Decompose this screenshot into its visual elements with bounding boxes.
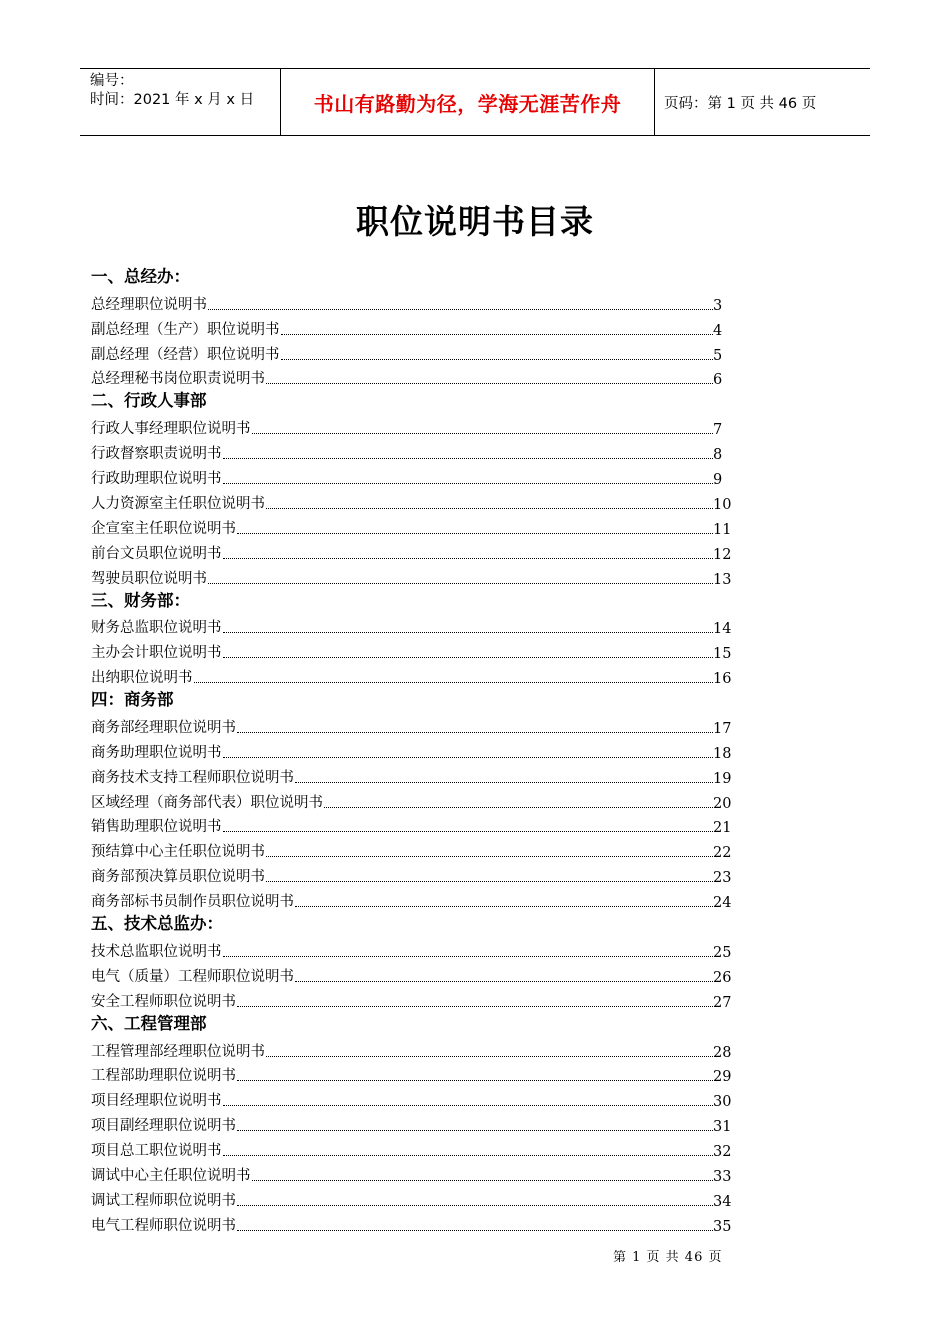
toc-dot-leader	[223, 557, 714, 559]
toc-entry-title: 商务助理职位说明书	[91, 744, 222, 761]
toc-dot-leader	[281, 358, 714, 360]
toc-entry-title: 人力资源室主任职位说明书	[91, 495, 265, 512]
toc-entry[interactable]	[91, 662, 731, 687]
toc-entry-page: 3	[713, 297, 723, 314]
toc-entry-title: 调试中心主任职位说明书	[91, 1167, 251, 1184]
toc-dot-leader	[237, 1204, 713, 1206]
toc-entry-page: 19	[713, 770, 732, 787]
section-heading: 五、技术总监办：	[91, 914, 223, 934]
toc-dot-leader	[223, 457, 714, 459]
toc-entry[interactable]	[91, 538, 731, 563]
toc-entry-page: 6	[713, 372, 723, 389]
toc-entry-page: 34	[713, 1193, 732, 1210]
toc-entry-title: 电气（质量）工程师职位说明书	[91, 968, 294, 985]
toc-entry-title: 商务部标书员制作员职位说明书	[91, 894, 294, 911]
toc-dot-leader	[266, 1055, 713, 1057]
toc-entry-title: 企宣室主任职位说明书	[91, 520, 236, 537]
toc-dot-leader	[266, 880, 713, 882]
toc-entry-title: 财务总监职位说明书	[91, 620, 222, 637]
toc-entry[interactable]	[91, 836, 731, 861]
toc-entry-title: 工程管理部经理职位说明书	[91, 1043, 265, 1060]
toc-entry[interactable]	[91, 1185, 731, 1210]
toc-entry-title: 商务部预决算员职位说明书	[91, 869, 265, 886]
toc-entry[interactable]	[91, 488, 731, 513]
toc-entry[interactable]	[91, 1160, 731, 1185]
toc-entry[interactable]	[91, 339, 731, 364]
section-heading: 四：商务部	[91, 690, 174, 710]
toc-entry[interactable]	[91, 612, 731, 637]
toc-dot-leader	[223, 1104, 714, 1106]
toc-entry-page: 16	[713, 671, 732, 688]
toc-entry-title: 工程部助理职位说明书	[91, 1068, 236, 1085]
page-footer: 第 1 页 共 46 页	[613, 1250, 723, 1265]
toc-entry-title: 行政助理职位说明书	[91, 471, 222, 488]
toc-dot-leader	[223, 482, 714, 484]
toc-entry-page: 18	[713, 745, 732, 762]
toc-dot-leader	[266, 855, 713, 857]
header-left-cell	[80, 69, 281, 135]
toc-entry-page: 22	[713, 845, 732, 862]
toc-entry-page: 12	[713, 546, 732, 563]
toc-entry-title: 预结算中心主任职位说明书	[91, 844, 265, 861]
toc-dot-leader	[266, 382, 713, 384]
header-motto: 书山有路勤为径，学海无涯苦作舟	[281, 69, 655, 135]
toc-entry[interactable]	[91, 936, 731, 961]
toc-entry-title: 项目经理职位说明书	[91, 1093, 222, 1110]
toc-entry[interactable]	[91, 886, 731, 911]
toc-entry[interactable]	[91, 413, 731, 438]
toc-entry[interactable]	[91, 861, 731, 886]
toc-entry[interactable]	[91, 1210, 731, 1235]
toc-entry[interactable]	[91, 513, 731, 538]
toc-entry-title: 项目总工职位说明书	[91, 1143, 222, 1160]
toc-dot-leader	[237, 1129, 713, 1131]
toc-entry-page: 7	[713, 422, 723, 439]
toc-dot-leader	[223, 955, 714, 957]
document-number-label: 编号：	[90, 73, 134, 89]
toc-entry-title: 电气工程师职位说明书	[91, 1217, 236, 1234]
toc-entry-page: 31	[713, 1119, 732, 1136]
toc-entry-page: 5	[713, 347, 723, 364]
toc-dot-leader	[237, 1005, 713, 1007]
toc-entry-page: 10	[713, 496, 732, 513]
toc-entry[interactable]	[91, 438, 731, 463]
toc-entry-page: 32	[713, 1144, 732, 1161]
toc-dot-leader	[223, 756, 714, 758]
toc-dot-leader	[208, 308, 713, 310]
toc-entry-page: 25	[713, 944, 732, 961]
toc-entry-page: 21	[713, 820, 732, 837]
toc-entry-title: 总经理职位说明书	[91, 296, 207, 313]
toc-dot-leader	[252, 1179, 714, 1181]
toc-entry[interactable]	[91, 712, 731, 737]
toc-entry[interactable]	[91, 1036, 731, 1061]
toc-entry-title: 行政人事经理职位说明书	[91, 421, 251, 438]
toc-entry[interactable]	[91, 737, 731, 762]
toc-entry[interactable]	[91, 637, 731, 662]
toc-entry[interactable]	[91, 563, 731, 588]
toc-entry-title: 驾驶员职位说明书	[91, 570, 207, 587]
toc-entry-title: 商务部经理职位说明书	[91, 719, 236, 736]
toc-entry-title: 前台文员职位说明书	[91, 545, 222, 562]
toc-entry-title: 行政督察职责说明书	[91, 446, 222, 463]
toc-dot-leader	[281, 333, 714, 335]
toc-entry[interactable]	[91, 314, 731, 339]
toc-entry-title: 副总经理（生产）职位说明书	[91, 321, 280, 338]
toc-dot-leader	[324, 806, 713, 808]
toc-entry-page: 11	[713, 521, 732, 538]
toc-entry-page: 20	[713, 795, 732, 812]
toc-entry[interactable]	[91, 986, 731, 1011]
page-header	[80, 68, 870, 136]
toc-entry-page: 17	[713, 720, 732, 737]
toc-entry-title: 商务技术支持工程师职位说明书	[91, 769, 294, 786]
toc-dot-leader	[237, 1079, 713, 1081]
toc-entry-title: 销售助理职位说明书	[91, 819, 222, 836]
toc-entry-page: 27	[713, 994, 732, 1011]
toc-entry[interactable]	[91, 289, 731, 314]
toc-dot-leader	[295, 905, 713, 907]
toc-dot-leader	[223, 1154, 714, 1156]
toc-entry-title: 出纳职位说明书	[91, 670, 193, 687]
toc-entry-page: 23	[713, 870, 732, 887]
table-of-contents	[91, 264, 731, 1235]
section-heading: 一、总经办：	[91, 267, 190, 286]
toc-entry-title: 主办会计职位说明书	[91, 645, 222, 662]
toc-entry[interactable]	[91, 1110, 731, 1135]
toc-entry[interactable]	[91, 1135, 731, 1160]
toc-entry[interactable]	[91, 463, 731, 488]
toc-entry-page: 15	[713, 646, 732, 663]
toc-entry-page: 26	[713, 969, 732, 986]
toc-dot-leader	[194, 681, 714, 683]
toc-entry-page: 8	[713, 447, 723, 464]
toc-entry-page: 24	[713, 895, 732, 912]
toc-dot-leader	[223, 830, 714, 832]
toc-entry-page: 14	[713, 621, 732, 638]
document-time-label: 时间：2021 年 x 月 x 日	[90, 92, 255, 108]
toc-entry-page: 4	[713, 322, 723, 339]
toc-entry-page: 35	[713, 1218, 732, 1235]
toc-entry-title: 技术总监职位说明书	[91, 943, 222, 960]
toc-entry-page: 13	[713, 571, 732, 588]
toc-entry-page: 29	[713, 1069, 732, 1086]
toc-dot-leader	[237, 731, 713, 733]
toc-entry[interactable]	[91, 1061, 731, 1086]
toc-entry-title: 总经理秘书岗位职责说明书	[91, 371, 265, 388]
toc-dot-leader	[237, 1229, 713, 1231]
toc-dot-leader	[295, 781, 713, 783]
toc-entry[interactable]	[91, 812, 731, 837]
toc-dot-leader	[266, 507, 713, 509]
toc-dot-leader	[295, 980, 713, 982]
toc-entry[interactable]	[91, 961, 731, 986]
toc-entry-title: 调试工程师职位说明书	[91, 1192, 236, 1209]
toc-entry-title: 区域经理（商务部代表）职位说明书	[91, 794, 323, 811]
toc-entry-title: 安全工程师职位说明书	[91, 993, 236, 1010]
section-heading: 六、工程管理部	[91, 1013, 207, 1033]
toc-entry-title: 项目副经理职位说明书	[91, 1118, 236, 1135]
header-page-info: 页码：第 1 页 共 46 页	[664, 95, 817, 112]
toc-dot-leader	[208, 582, 713, 584]
toc-dot-leader	[223, 631, 714, 633]
document-title: 职位说明书目录	[356, 202, 594, 241]
section-heading: 二、行政人事部	[91, 391, 207, 411]
toc-entry-page: 9	[713, 472, 723, 489]
toc-entry[interactable]	[91, 1085, 731, 1110]
toc-entry[interactable]	[91, 787, 731, 812]
toc-entry-title: 副总经理（经营）职位说明书	[91, 346, 280, 363]
toc-entry-page: 33	[713, 1168, 732, 1185]
toc-entry-page: 30	[713, 1094, 732, 1111]
toc-dot-leader	[223, 656, 714, 658]
section-heading: 三、财务部：	[91, 590, 190, 610]
toc-dot-leader	[252, 432, 714, 434]
toc-dot-leader	[237, 532, 713, 534]
toc-entry[interactable]	[91, 364, 731, 389]
toc-entry-page: 28	[713, 1044, 732, 1061]
toc-entry[interactable]	[91, 762, 731, 787]
